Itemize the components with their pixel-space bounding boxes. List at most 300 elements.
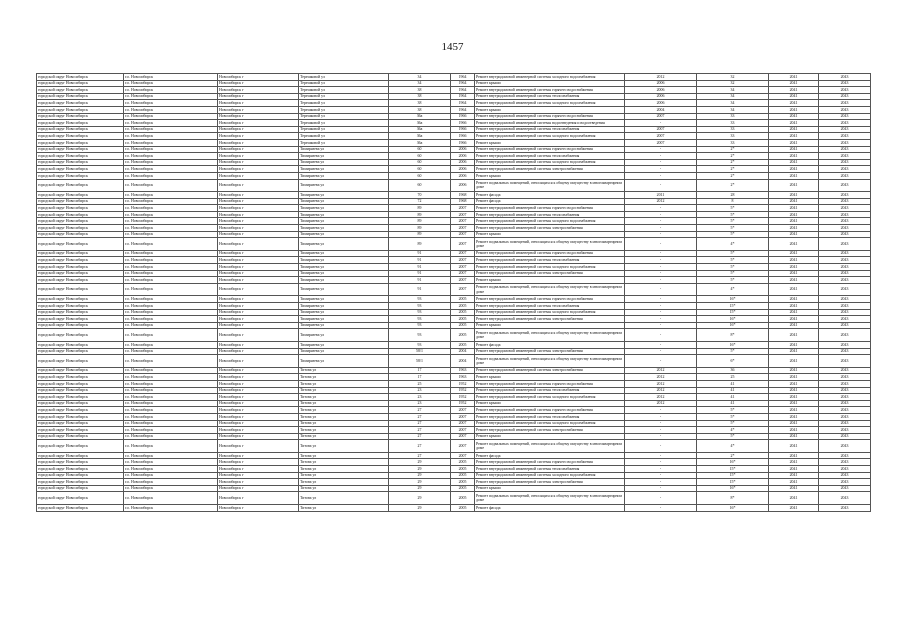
house-number-cell: 36а [389,139,451,146]
plan-start-cell: 2041 [769,238,819,251]
table-row [37,400,871,407]
settlement-cell: Новосибирск г [218,74,299,81]
municipality-cell: городской округ Новосибирск [37,400,124,407]
last-repair-year-cell: - [625,413,697,420]
last-repair-year-cell: - [625,316,697,323]
plan-end-cell: 2043 [819,257,871,264]
work-type-cell: Ремонт внутридомовой инженерной системы горячего водоснабжения [475,87,625,94]
city-district-cell: г.о. Новосибирск [124,93,218,100]
plan-end-cell: 2043 [819,316,871,323]
city-district-cell: г.о. Новосибирск [124,192,218,199]
build-year-cell: 1966 [451,126,475,133]
wear-percent-cell: 16* [697,322,769,329]
house-number-cell: 17 [389,367,451,374]
city-district-cell: г.о. Новосибирск [124,198,218,205]
street-cell: Тимирязева ул [299,218,389,225]
plan-end-cell: 2043 [819,355,871,368]
house-number-cell: 17 [389,374,451,381]
settlement-cell: Новосибирск г [218,341,299,348]
city-district-cell: г.о. Новосибирск [124,492,218,505]
street-cell: Терешковой ул [299,106,389,113]
table-row [37,211,871,218]
street-cell: Тимирязева ул [299,257,389,264]
wear-percent-cell: 34 [697,87,769,94]
plan-start-cell: 2041 [769,146,819,153]
settlement-cell: Новосибирск г [218,225,299,232]
plan-start-cell: 2041 [769,198,819,205]
street-cell: Терешковой ул [299,100,389,107]
work-type-cell: Ремонт крыши [475,400,625,407]
plan-end-cell: 2043 [819,74,871,81]
municipality-cell: городской округ Новосибирск [37,479,124,486]
settlement-cell: Новосибирск г [218,505,299,512]
street-cell: Титова ул [299,472,389,479]
plan-start-cell: 2041 [769,407,819,414]
work-type-cell: Ремонт внутридомовой инженерной системы холодного водоснабжения [475,159,625,166]
plan-start-cell: 2041 [769,250,819,257]
plan-start-cell: 2041 [769,87,819,94]
plan-end-cell: 2043 [819,283,871,296]
wear-percent-cell: 5* [697,407,769,414]
city-district-cell: г.о. Новосибирск [124,231,218,238]
city-district-cell: г.о. Новосибирск [124,80,218,87]
city-district-cell: г.о. Новосибирск [124,277,218,284]
last-repair-year-cell: 2012 [625,374,697,381]
municipality-cell: городской округ Новосибирск [37,106,124,113]
plan-end-cell: 2043 [819,309,871,316]
build-year-cell: 1966 [451,133,475,140]
wear-percent-cell: 5* [697,413,769,420]
municipality-cell: городской округ Новосибирск [37,505,124,512]
settlement-cell: Новосибирск г [218,87,299,94]
city-district-cell: г.о. Новосибирск [124,485,218,492]
municipality-cell: городской округ Новосибирск [37,113,124,120]
table-row [37,505,871,512]
work-type-cell: Ремонт крыши [475,80,625,87]
house-number-cell: 36а [389,126,451,133]
house-number-cell: 91 [389,277,451,284]
plan-end-cell: 2043 [819,159,871,166]
house-number-cell: 36а [389,113,451,120]
settlement-cell: Новосибирск г [218,413,299,420]
build-year-cell: 1968 [451,192,475,199]
street-cell: Титова ул [299,492,389,505]
city-district-cell: г.о. Новосибирск [124,387,218,394]
plan-end-cell: 2043 [819,420,871,427]
street-cell: Тимирязева ул [299,192,389,199]
municipality-cell: городской округ Новосибирск [37,270,124,277]
plan-end-cell: 2043 [819,400,871,407]
municipality-cell: городской округ Новосибирск [37,74,124,81]
plan-end-cell: 2043 [819,440,871,453]
table-row [37,427,871,434]
municipality-cell: городской округ Новосибирск [37,225,124,232]
table-row [37,341,871,348]
settlement-cell: Новосибирск г [218,133,299,140]
work-type-cell: Ремонт фасада [475,198,625,205]
last-repair-year-cell: - [625,211,697,218]
city-district-cell: г.о. Новосибирск [124,452,218,459]
settlement-cell: Новосибирск г [218,407,299,414]
street-cell: Титова ул [299,459,389,466]
wear-percent-cell: 4* [697,427,769,434]
work-type-cell: Ремонт подвальных помещений, относящихся к общему имуществу в многоквартирном доме [475,440,625,453]
house-number-cell: 93 [389,309,451,316]
wear-percent-cell: 5* [697,257,769,264]
last-repair-year-cell: - [625,492,697,505]
street-cell: Титова ул [299,452,389,459]
last-repair-year-cell: - [625,179,697,192]
table-row [37,303,871,310]
house-number-cell: 93 [389,329,451,342]
plan-end-cell: 2043 [819,87,871,94]
street-cell: Тимирязева ул [299,166,389,173]
house-number-cell: 25 [389,380,451,387]
house-number-cell: 91 [389,264,451,271]
plan-start-cell: 2041 [769,192,819,199]
plan-start-cell: 2041 [769,179,819,192]
plan-end-cell: 2043 [819,485,871,492]
plan-start-cell: 2041 [769,420,819,427]
plan-start-cell: 2041 [769,93,819,100]
municipality-cell: городской округ Новосибирск [37,303,124,310]
house-number-cell: 29 [389,505,451,512]
wear-percent-cell: 15* [697,479,769,486]
municipality-cell: городской округ Новосибирск [37,309,124,316]
build-year-cell: 1966 [451,113,475,120]
wear-percent-cell: 16* [697,505,769,512]
wear-percent-cell: 8* [697,329,769,342]
plan-start-cell: 2041 [769,106,819,113]
plan-end-cell: 2043 [819,466,871,473]
municipality-cell: городской округ Новосибирск [37,264,124,271]
city-district-cell: г.о. Новосибирск [124,283,218,296]
plan-start-cell: 2041 [769,270,819,277]
plan-start-cell: 2041 [769,380,819,387]
wear-percent-cell: 5* [697,270,769,277]
build-year-cell: 1966 [451,139,475,146]
municipality-cell: городской округ Новосибирск [37,159,124,166]
municipality-cell: городской округ Новосибирск [37,387,124,394]
build-year-cell: 2007 [451,231,475,238]
wear-percent-cell: 4* [697,440,769,453]
house-number-cell: 23 [389,394,451,401]
build-year-cell: 2005 [451,459,475,466]
street-cell: Тимирязева ул [299,322,389,329]
street-cell: Тимирязева ул [299,303,389,310]
street-cell: Терешковой ул [299,87,389,94]
last-repair-year-cell: 2012 [625,394,697,401]
plan-start-cell: 2041 [769,303,819,310]
municipality-cell: городской округ Новосибирск [37,394,124,401]
plan-end-cell: 2043 [819,407,871,414]
last-repair-year-cell: - [625,355,697,368]
house-number-cell: 38 [389,106,451,113]
street-cell: Тимирязева ул [299,225,389,232]
wear-percent-cell: 5* [697,264,769,271]
street-cell: Тимирязева ул [299,264,389,271]
work-type-cell: Ремонт крыши [475,485,625,492]
city-district-cell: г.о. Новосибирск [124,172,218,179]
municipality-cell: городской округ Новосибирск [37,427,124,434]
plan-end-cell: 2043 [819,387,871,394]
plan-start-cell: 2041 [769,394,819,401]
build-year-cell: 1964 [451,80,475,87]
plan-end-cell: 2043 [819,452,871,459]
plan-start-cell: 2041 [769,296,819,303]
build-year-cell: 1963 [451,367,475,374]
plan-end-cell: 2043 [819,277,871,284]
municipality-cell: городской округ Новосибирск [37,192,124,199]
street-cell: Тимирязева ул [299,179,389,192]
table-row [37,283,871,296]
municipality-cell: городской округ Новосибирск [37,238,124,251]
municipality-cell: городской округ Новосибирск [37,126,124,133]
plan-end-cell: 2043 [819,303,871,310]
house-number-cell: 93 [389,303,451,310]
table-row [37,264,871,271]
municipality-cell: городской округ Новосибирск [37,485,124,492]
settlement-cell: Новосибирск г [218,270,299,277]
municipality-cell: городской округ Новосибирск [37,348,124,355]
street-cell: Титова ул [299,400,389,407]
wear-percent-cell: 16* [697,296,769,303]
municipality-cell: городской округ Новосибирск [37,205,124,212]
last-repair-year-cell: - [625,296,697,303]
plan-end-cell: 2043 [819,113,871,120]
plan-start-cell: 2041 [769,205,819,212]
plan-start-cell: 2041 [769,159,819,166]
settlement-cell: Новосибирск г [218,472,299,479]
house-number-cell: 36а [389,120,451,127]
street-cell: Титова ул [299,440,389,453]
street-cell: Титова ул [299,505,389,512]
plan-start-cell: 2041 [769,505,819,512]
wear-percent-cell: 32 [697,74,769,81]
plan-start-cell: 2041 [769,400,819,407]
build-year-cell: 2007 [451,452,475,459]
work-type-cell: Ремонт подвальных помещений, относящихся к общему имуществу в многоквартирном доме [475,329,625,342]
plan-start-cell: 2041 [769,277,819,284]
settlement-cell: Новосибирск г [218,113,299,120]
plan-end-cell: 2043 [819,80,871,87]
last-repair-year-cell: - [625,172,697,179]
plan-end-cell: 2043 [819,459,871,466]
wear-percent-cell: 15* [697,303,769,310]
table-row [37,316,871,323]
street-cell: Титова ул [299,479,389,486]
city-district-cell: г.о. Новосибирск [124,459,218,466]
plan-start-cell: 2041 [769,427,819,434]
plan-start-cell: 2041 [769,433,819,440]
work-type-cell: Ремонт внутридомовой инженерной системы холодного водоснабжения [475,133,625,140]
house-number-cell: 29 [389,485,451,492]
street-cell: Тимирязева ул [299,316,389,323]
settlement-cell: Новосибирск г [218,374,299,381]
settlement-cell: Новосибирск г [218,322,299,329]
build-year-cell: 2007 [451,427,475,434]
settlement-cell: Новосибирск г [218,100,299,107]
work-type-cell: Ремонт внутридомовой инженерной системы теплоснабжения [475,387,625,394]
wear-percent-cell: 16* [697,485,769,492]
build-year-cell: 1963 [451,374,475,381]
municipality-cell: городской округ Новосибирск [37,250,124,257]
house-number-cell: 89 [389,211,451,218]
city-district-cell: г.о. Новосибирск [124,413,218,420]
build-year-cell: 2005 [451,322,475,329]
wear-percent-cell: 2* [697,179,769,192]
build-year-cell: 2005 [451,303,475,310]
table-row [37,159,871,166]
settlement-cell: Новосибирск г [218,433,299,440]
build-year-cell: 2006 [451,146,475,153]
table-row [37,387,871,394]
settlement-cell: Новосибирск г [218,106,299,113]
city-district-cell: г.о. Новосибирск [124,205,218,212]
city-district-cell: г.о. Новосибирск [124,440,218,453]
table-row [37,394,871,401]
last-repair-year-cell: - [625,218,697,225]
build-year-cell: 2006 [451,166,475,173]
work-type-cell: Ремонт внутридомовой инженерной системы горячего водоснабжения [475,205,625,212]
table-row [37,420,871,427]
house-number-cell: 36а [389,133,451,140]
last-repair-year-cell: - [625,264,697,271]
last-repair-year-cell: - [625,433,697,440]
plan-start-cell: 2041 [769,309,819,316]
work-type-cell: Ремонт крыши [475,172,625,179]
table-row [37,166,871,173]
municipality-cell: городской округ Новосибирск [37,80,124,87]
street-cell: Титова ул [299,374,389,381]
table-row [37,218,871,225]
last-repair-year-cell: - [625,205,697,212]
work-type-cell: Ремонт фасада [475,452,625,459]
municipality-cell: городской округ Новосибирск [37,231,124,238]
table-row [37,355,871,368]
work-type-cell: Ремонт крыши [475,322,625,329]
city-district-cell: г.о. Новосибирск [124,106,218,113]
wear-percent-cell: 5* [697,218,769,225]
plan-start-cell: 2041 [769,133,819,140]
table-row [37,179,871,192]
plan-start-cell: 2041 [769,374,819,381]
plan-end-cell: 2043 [819,479,871,486]
plan-end-cell: 2043 [819,93,871,100]
build-year-cell: 1964 [451,106,475,113]
table-row [37,472,871,479]
municipality-cell: городской округ Новосибирск [37,472,124,479]
table-row [37,153,871,160]
table-row [37,93,871,100]
wear-percent-cell: 2* [697,172,769,179]
plan-end-cell: 2043 [819,250,871,257]
municipality-cell: городской округ Новосибирск [37,153,124,160]
last-repair-year-cell: 2006 [625,87,697,94]
wear-percent-cell: 41 [697,400,769,407]
plan-end-cell: 2043 [819,153,871,160]
last-repair-year-cell: - [625,277,697,284]
work-type-cell: Ремонт внутридомовой инженерной системы холодного водоснабжения [475,394,625,401]
table-row [37,322,871,329]
settlement-cell: Новосибирск г [218,231,299,238]
plan-end-cell: 2043 [819,367,871,374]
street-cell: Тимирязева ул [299,355,389,368]
settlement-cell: Новосибирск г [218,257,299,264]
settlement-cell: Новосибирск г [218,440,299,453]
plan-start-cell: 2041 [769,218,819,225]
table-row [37,329,871,342]
settlement-cell: Новосибирск г [218,179,299,192]
table-row [37,139,871,146]
last-repair-year-cell: 2006 [625,100,697,107]
work-type-cell: Ремонт фасада [475,192,625,199]
wear-percent-cell: 2* [697,153,769,160]
table-row [37,205,871,212]
city-district-cell: г.о. Новосибирск [124,367,218,374]
plan-start-cell: 2041 [769,341,819,348]
city-district-cell: г.о. Новосибирск [124,133,218,140]
plan-start-cell: 2041 [769,100,819,107]
city-district-cell: г.о. Новосибирск [124,74,218,81]
work-type-cell: Ремонт подвальных помещений, относящихся к общему имуществу в многоквартирном доме [475,355,625,368]
house-number-cell: 27 [389,433,451,440]
last-repair-year-cell: 2012 [625,380,697,387]
table-row [37,270,871,277]
last-repair-year-cell: - [625,505,697,512]
street-cell: Тимирязева ул [299,231,389,238]
table-row [37,113,871,120]
build-year-cell: 2005 [451,492,475,505]
last-repair-year-cell: - [625,452,697,459]
house-number-cell: 27 [389,407,451,414]
plan-end-cell: 2043 [819,179,871,192]
wear-percent-cell: 33 [697,126,769,133]
settlement-cell: Новосибирск г [218,192,299,199]
municipality-cell: городской округ Новосибирск [37,296,124,303]
work-type-cell: Ремонт внутридомовой инженерной системы горячего водоснабжения [475,146,625,153]
city-district-cell: г.о. Новосибирск [124,225,218,232]
plan-end-cell: 2043 [819,394,871,401]
street-cell: Тимирязева ул [299,348,389,355]
street-cell: Тимирязева ул [299,238,389,251]
plan-start-cell: 2041 [769,126,819,133]
last-repair-year-cell: - [625,303,697,310]
last-repair-year-cell: - [625,459,697,466]
table-row [37,374,871,381]
house-number-cell: 89 [389,225,451,232]
work-type-cell: Ремонт внутридомовой инженерной системы холодного водоснабжения [475,218,625,225]
table-row [37,100,871,107]
city-district-cell: г.о. Новосибирск [124,153,218,160]
wear-percent-cell: 4* [697,283,769,296]
plan-start-cell: 2041 [769,348,819,355]
wear-percent-cell: 5* [697,225,769,232]
settlement-cell: Новосибирск г [218,492,299,505]
table-row [37,257,871,264]
plan-end-cell: 2043 [819,413,871,420]
settlement-cell: Новосибирск г [218,485,299,492]
plan-end-cell: 2043 [819,225,871,232]
wear-percent-cell: 36 [697,367,769,374]
settlement-cell: Новосибирск г [218,316,299,323]
city-district-cell: г.о. Новосибирск [124,113,218,120]
table-body [37,74,871,512]
plan-end-cell: 2043 [819,192,871,199]
plan-end-cell: 2043 [819,205,871,212]
house-number-cell: 38 [389,93,451,100]
build-year-cell: 2006 [451,159,475,166]
